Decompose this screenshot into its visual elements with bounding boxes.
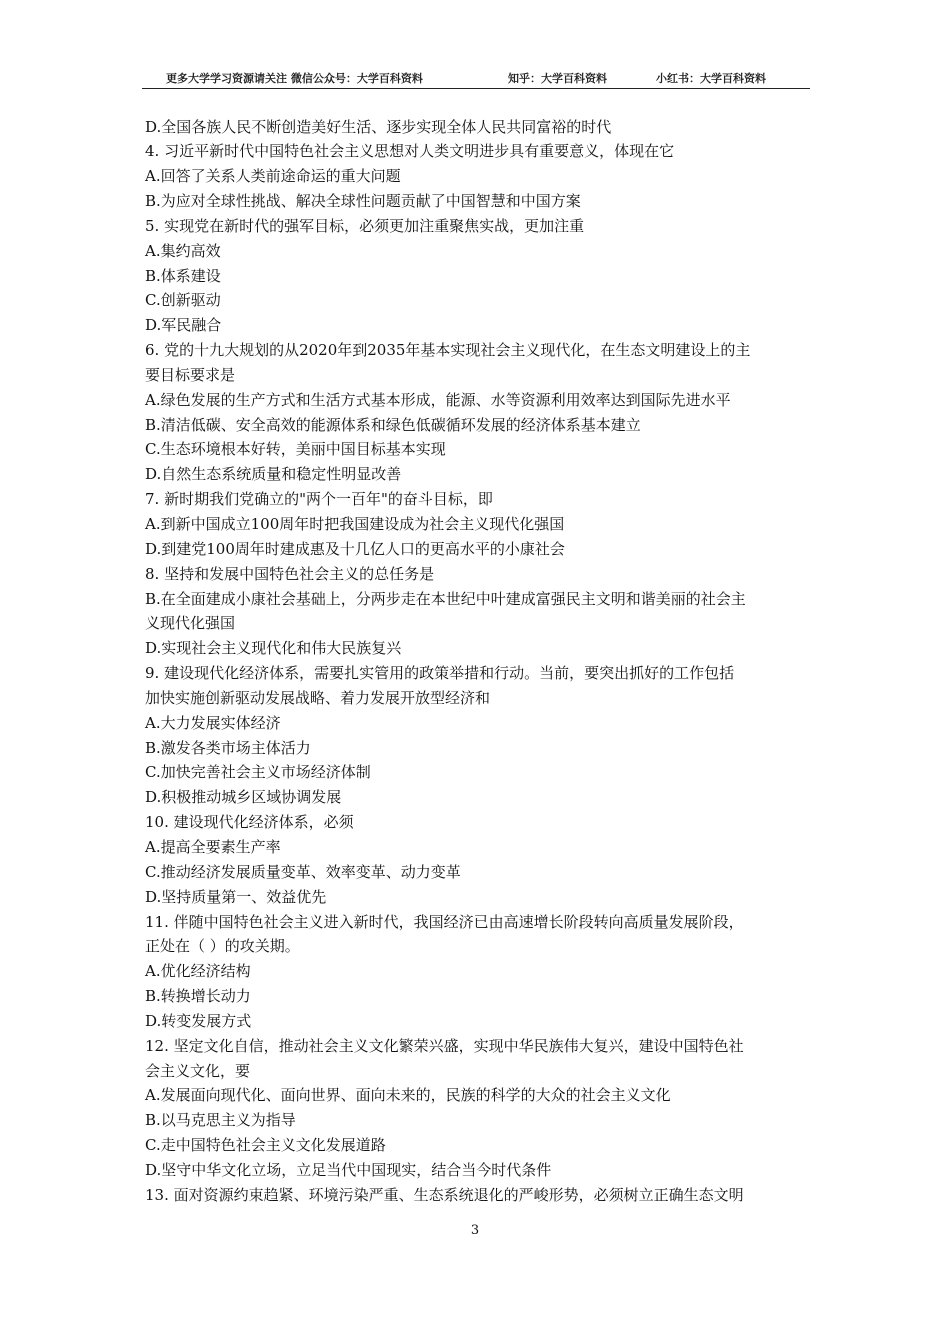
text-line: 13. 面对资源约束趋紧、环境污染严重、生态系统退化的严峻形势，必须树立正确生态文明 bbox=[145, 1185, 744, 1204]
page-number: 3 bbox=[470, 1223, 480, 1238]
text-line: B.激发各类市场主体活力 bbox=[145, 738, 311, 757]
text-line: A.发展面向现代化、面向世界、面向未来的，民族的科学的大众的社会主义文化 bbox=[145, 1086, 671, 1105]
text-line: B.清洁低碳、安全高效的能源体系和绿色低碳循环发展的经济体系基本建立 bbox=[145, 415, 641, 434]
text-line: 4. 习近平新时代中国特色社会主义思想对人类文明进步具有重要意义，体现在它 bbox=[145, 142, 675, 161]
text-line: B.体系建设 bbox=[145, 266, 221, 285]
document-body bbox=[145, 115, 813, 1208]
text-line: 7. 新时期我们党确立的"两个一百年"的奋斗目标，即 bbox=[145, 490, 493, 509]
text-line: 5. 实现党在新时代的强军目标，必须更加注重聚焦实战，更加注重 bbox=[145, 216, 585, 235]
text-line: D.全国各族人民不断创造美好生活、逐步实现全体人民共同富裕的时代 bbox=[145, 117, 612, 136]
text-line: D.转变发展方式 bbox=[145, 1011, 252, 1030]
page-header bbox=[142, 68, 810, 89]
text-line: A.到新中国成立100周年时把我国建设成为社会主义现代化强国 bbox=[145, 515, 565, 533]
text-line: D.坚持质量第一、效益优先 bbox=[145, 887, 327, 906]
text-line: C.加快完善社会主义市场经济体制 bbox=[145, 763, 371, 782]
text-line: 义现代化强国 bbox=[145, 614, 236, 633]
text-line: A.大力发展实体经济 bbox=[145, 713, 281, 732]
text-line: C.生态环境根本好转，美丽中国目标基本实现 bbox=[145, 440, 446, 459]
text-line: 正处在（ ）的攻关期。 bbox=[145, 937, 300, 956]
text-line: D.军民融合 bbox=[145, 316, 222, 335]
text-line: 12. 坚定文化自信，推动社会主义文化繁荣兴盛，实现中华民族伟大复兴，建设中国特色社 bbox=[145, 1036, 744, 1055]
text-line: 10. 建设现代化经济体系，必须 bbox=[145, 813, 354, 832]
text-line: A.优化经济结构 bbox=[145, 962, 251, 981]
text-line: 要目标要求是 bbox=[145, 365, 236, 384]
text-line: C.创新驱动 bbox=[145, 291, 221, 310]
header-xiaohongshu-text: 小红书：大学百科资料 bbox=[656, 72, 766, 85]
text-line: D.到建党100周年时建成惠及十几亿人口的更高水平的小康社会 bbox=[145, 539, 565, 558]
text-line: C.推动经济发展质量变革、效率变革、动力变革 bbox=[145, 862, 461, 881]
text-line: 会主义文化，要 bbox=[145, 1061, 251, 1080]
text-line: B.以马克思主义为指导 bbox=[145, 1111, 296, 1130]
text-line: 加快实施创新驱动发展战略、着力发展开放型经济和 bbox=[145, 688, 491, 707]
text-line: A.提高全要素生产率 bbox=[145, 837, 281, 856]
text-line: D.实现社会主义现代化和伟大民族复兴 bbox=[145, 639, 402, 658]
text-line: A.绿色发展的生产方式和生活方式基本形成，能源、水等资源利用效率达到国际先进水平 bbox=[145, 390, 731, 409]
text-line: 8. 坚持和发展中国特色社会主义的总任务是 bbox=[145, 564, 435, 583]
text-line: B.转换增长动力 bbox=[145, 987, 251, 1006]
text-line: 9. 建设现代化经济体系，需要扎实管用的政策举措和行动。当前，要突出抓好的工作包括 bbox=[145, 664, 735, 683]
text-line: B.为应对全球性挑战、解决全球性问题贡献了中国智慧和中国方案 bbox=[145, 192, 581, 211]
text-line: B.在全面建成小康社会基础上，分两步走在本世纪中叶建成富强民主文明和谐美丽的社会主 bbox=[145, 589, 746, 608]
header-zhihu-text: 知乎：大学百科资料 bbox=[508, 72, 607, 85]
header-wechat-text: 更多大学学习资源请关注 微信公众号：大学百科资料 bbox=[166, 72, 423, 85]
text-line: D.自然生态系统质量和稳定性明显改善 bbox=[145, 465, 402, 484]
text-line: A.集约高效 bbox=[145, 241, 221, 260]
text-line: D.坚守中华文化立场，立足当代中国现实，结合当今时代条件 bbox=[145, 1160, 552, 1179]
text-line: C.走中国特色社会主义文化发展道路 bbox=[145, 1136, 386, 1155]
text-line: 6. 党的十九大规划的从2020年到2035年基本实现社会主义现代化，在生态文明建设上的主 bbox=[145, 341, 751, 360]
text-line: 11. 伴随中国特色社会主义进入新时代，我国经济已由高速增长阶段转向高质量发展阶段， bbox=[145, 912, 744, 931]
text-line: A.回答了关系人类前途命运的重大问题 bbox=[145, 167, 401, 186]
text-line: D.积极推动城乡区域协调发展 bbox=[145, 788, 342, 807]
